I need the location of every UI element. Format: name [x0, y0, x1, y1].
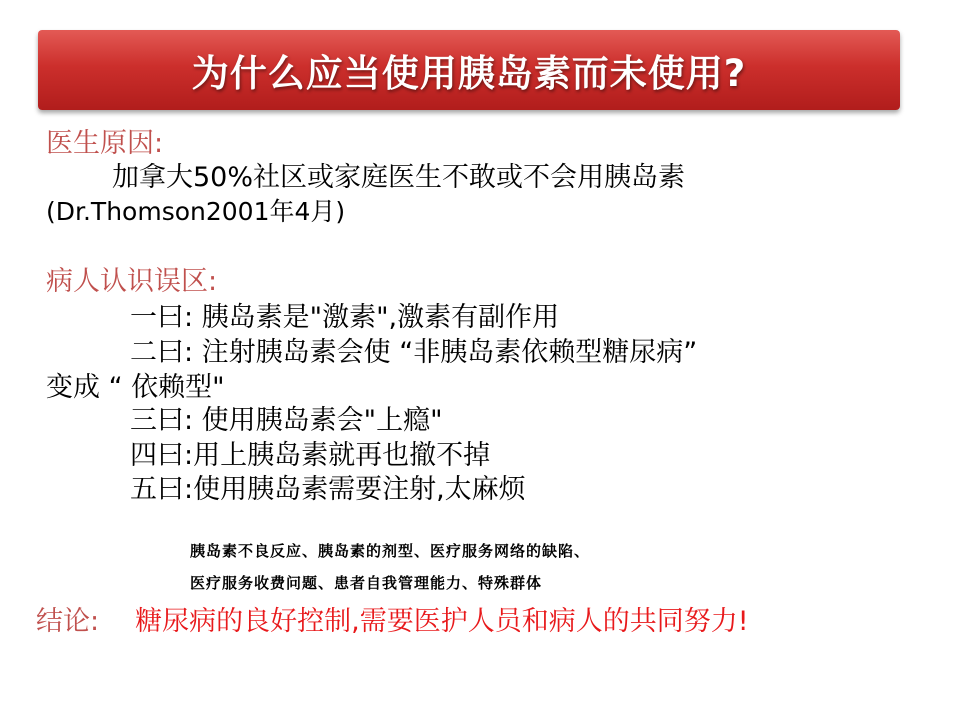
misconception-line-2-cont: 变成 “ 依赖型": [46, 372, 225, 403]
doctor-reasons-heading: 医生原因:: [46, 128, 164, 159]
misconception-line-4: 四曰:用上胰岛素就再也撤不掉: [130, 440, 491, 471]
conclusion-text: 糖尿病的良好控制,需要医护人员和病人的共同努力!: [135, 606, 749, 637]
patient-misconceptions-heading: 病人认识误区:: [46, 266, 218, 297]
misconception-line-5: 五曰:使用胰岛素需要注射,太麻烦: [130, 474, 526, 505]
conclusion-label: 结论:: [36, 606, 100, 637]
title-banner: [38, 30, 900, 110]
slide-title: 为什么应当使用胰岛素而未使用?: [191, 52, 747, 95]
factors-note-line-1: 胰岛素不良反应、胰岛素的剂型、医疗服务网络的缺陷、: [190, 542, 591, 560]
misconception-line-2: 二曰: 注射胰岛素会使 “非胰岛素依赖型糖尿病”: [130, 337, 698, 368]
misconception-line-1: 一曰: 胰岛素是"激素",激素有副作用: [130, 302, 560, 333]
factors-note-line-2: 医疗服务收费问题、患者自我管理能力、特殊群体: [190, 574, 543, 592]
doctor-reason-line: 加拿大50%社区或家庭医生不敢或不会用胰岛素: [112, 162, 686, 193]
misconception-line-3: 三曰: 使用胰岛素会"上瘾": [130, 405, 443, 436]
doctor-reason-source: (Dr.Thomson2001年4月): [46, 197, 346, 226]
conclusion: [36, 606, 749, 638]
